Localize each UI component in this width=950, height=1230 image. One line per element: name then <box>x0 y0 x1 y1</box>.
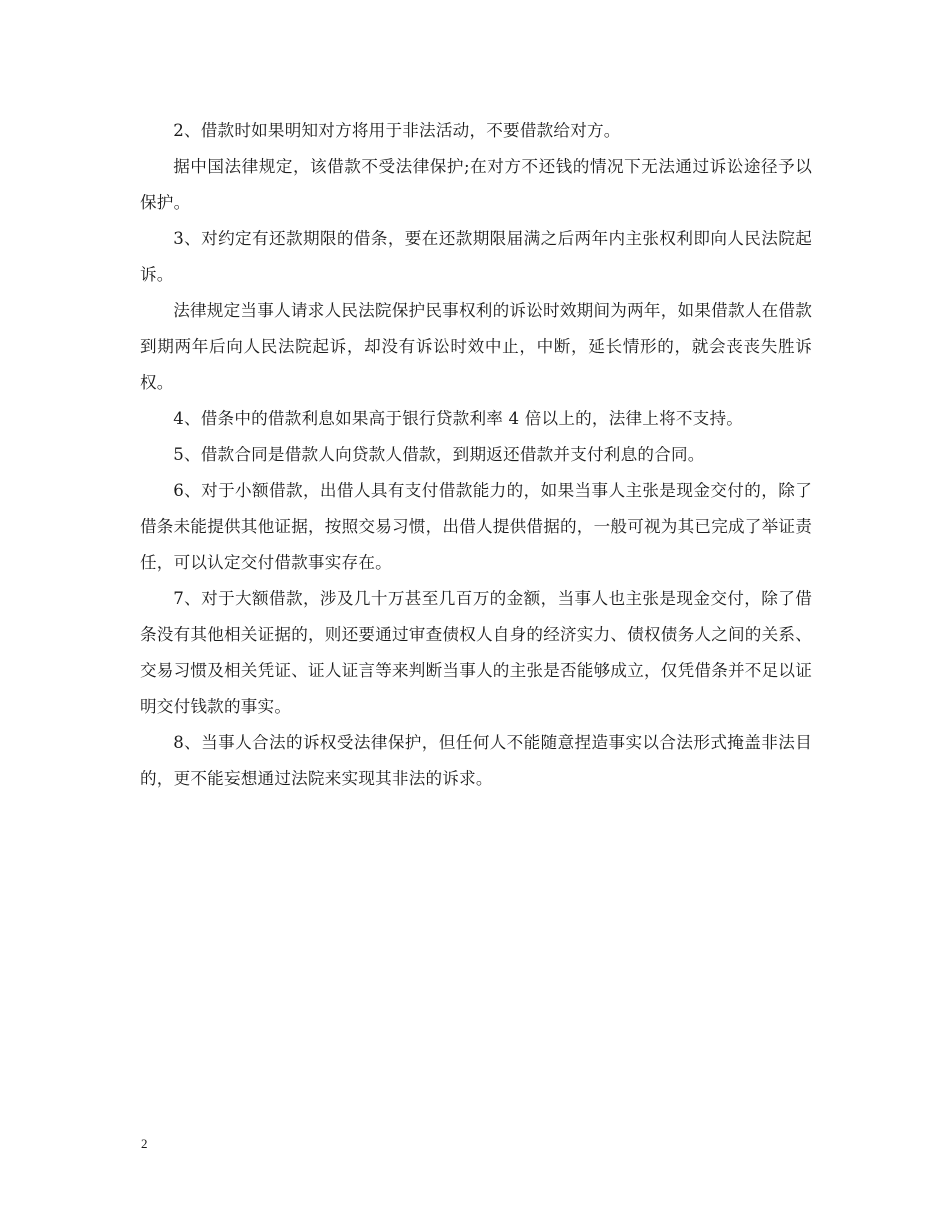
paragraph-item-3: 3、对约定有还款期限的借条，要在还款期限届满之后两年内主张权利即向人民法院起诉。 <box>140 229 812 284</box>
paragraph-limitation-period: 法律规定当事人请求人民法院保护民事权利的诉讼时效期间为两年，如果借款人在借款到期两年后向人民法院起诉，却没有诉讼时效中止，中断，延长情形的，就会丧丧失胜诉权。 <box>140 301 812 392</box>
document-body <box>140 113 812 797</box>
paragraph-item-7: 7、对于大额借款，涉及几十万甚至几百万的金额，当事人也主张是现金交付，除了借条没有其他相关证据的，则还要通过审查债权人自身的经济实力、债权债务人之间的关系、交易习惯及相关凭证、证人证言等来判断当事人的主张是否能够成立，仅凭借条并不足以证明交付钱款的事实。 <box>140 589 812 716</box>
paragraph-item-2: 2、借款时如果明知对方将用于非法活动，不要借款给对方。 <box>173 121 621 140</box>
paragraph-item-4: 4、借条中的借款利息如果高于银行贷款利率 4 倍以上的，法律上将不支持。 <box>173 409 744 428</box>
paragraph-law-protection: 据中国法律规定，该借款不受法律保护;在对方不还钱的情况下无法通过诉讼途径予以保护。 <box>140 157 812 212</box>
paragraph-item-8: 8、当事人合法的诉权受法律保护，但任何人不能随意捏造事实以合法形式掩盖非法目的，更不能妄想通过法院来实现其非法的诉求。 <box>140 733 812 788</box>
paragraph-item-6: 6、对于小额借款，出借人具有支付借款能力的，如果当事人主张是现金交付的，除了借条未能提供其他证据，按照交易习惯，出借人提供借据的，一般可视为其已完成了举证责任，可以认定交付借款事实存在。 <box>140 481 812 572</box>
page-number: 2 <box>141 1136 148 1151</box>
paragraph-item-5: 5、借款合同是借款人向贷款人借款，到期返还借款并支付利息的合同。 <box>173 445 705 464</box>
